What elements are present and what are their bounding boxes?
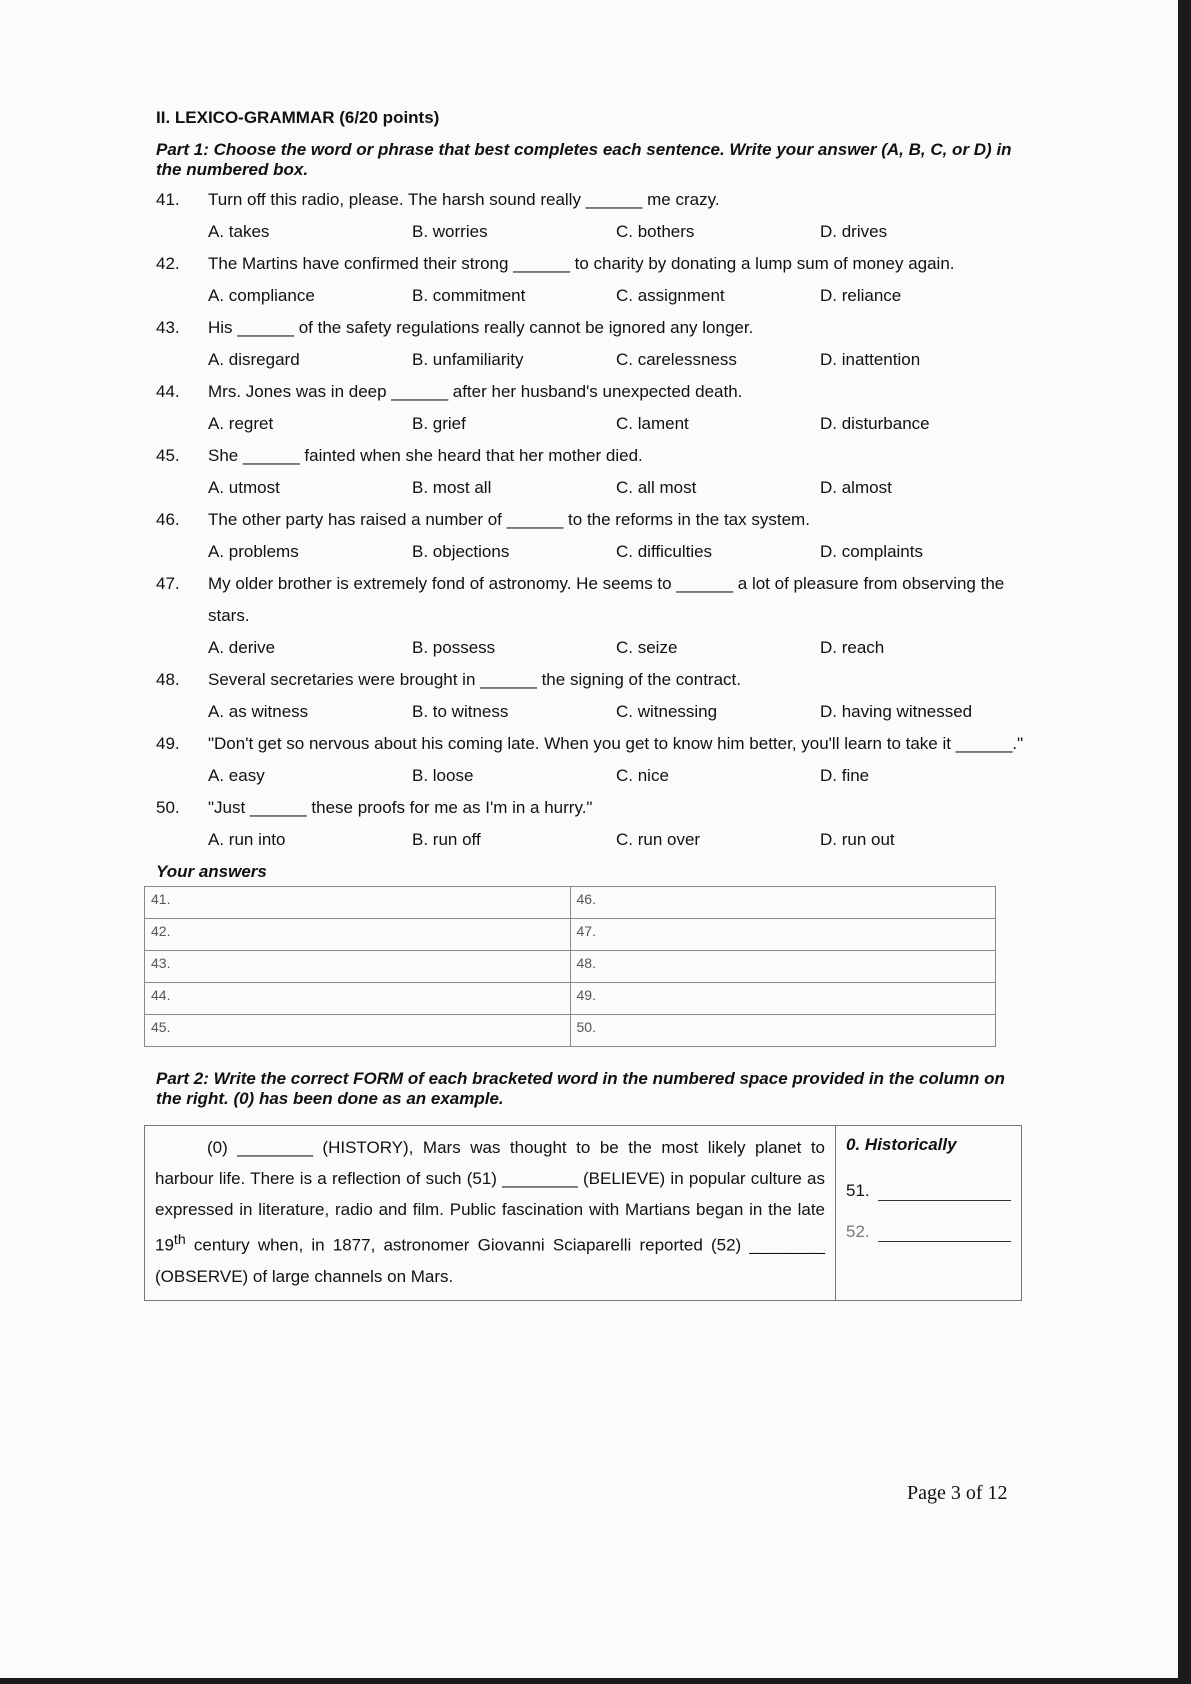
answer-cell[interactable] [145, 919, 571, 951]
your-answers-label: Your answers [156, 862, 267, 881]
answer-option: B. objections [412, 542, 510, 561]
answer-option: B. loose [412, 766, 474, 785]
answer-cell-label: 49. [576, 987, 596, 1003]
page-number: Page 3 of 12 [907, 1482, 1008, 1504]
answer-option: C. witnessing [616, 702, 718, 721]
answer-option: D. reach [820, 638, 885, 657]
question-item [156, 184, 1026, 248]
answer-option: D. run out [820, 830, 895, 849]
answer-cell[interactable] [145, 983, 571, 1015]
answer-option: D. inattention [820, 350, 921, 369]
answer-cell-label: 47. [576, 923, 596, 939]
answer-option: A. utmost [208, 478, 280, 497]
question-text: The Martins have confirmed their strong ______ to charity by donating a lump sum of money again. [208, 254, 955, 273]
answer-option: D. drives [820, 222, 888, 241]
answer-row [145, 951, 996, 983]
answer-cell-label: 45. [151, 1019, 171, 1035]
question-number: 48. [156, 670, 180, 689]
question-text: His ______ of the safety regulations really cannot be ignored any longer. [208, 318, 754, 337]
question-item [156, 568, 1026, 664]
document-content [151, 108, 1026, 1301]
question-text: Several secretaries were brought in ______ the signing of the contract. [208, 670, 741, 689]
question-number: 42. [156, 254, 180, 273]
answer-option: B. commitment [412, 286, 526, 305]
question-text: "Just ______ these proofs for me as I'm in a hurry." [208, 798, 593, 817]
answer-option: B. most all [412, 478, 492, 497]
answer-line-51[interactable]: 51. [846, 1180, 1011, 1201]
answer-option: A. problems [208, 542, 299, 561]
question-text: Turn off this radio, please. The harsh sound really ______ me crazy. [208, 190, 720, 209]
word-form-passage [145, 1126, 836, 1301]
question-text: The other party has raised a number of ______ to the reforms in the tax system. [208, 510, 810, 529]
question-item [156, 504, 1026, 568]
question-number: 44. [156, 382, 180, 401]
part2-instruction: Part 2: Write the correct FORM of each bracketed word in the numbered space provided in the column on the right. (0) has been done as an example. [156, 1069, 1005, 1108]
question-text: Mrs. Jones was in deep ______ after her husband's unexpected death. [208, 382, 743, 401]
answer-option: B. worries [412, 222, 488, 241]
answer-row [145, 983, 996, 1015]
scan-border-right [1178, 0, 1191, 1684]
part1-instruction: Part 1: Choose the word or phrase that best completes each sentence. Write your answer (A, B, C, or D) in the numbered box. [156, 140, 1012, 179]
answer-line-52[interactable]: 52. [846, 1221, 1011, 1242]
question-item [156, 728, 1026, 792]
question-list [156, 184, 1026, 856]
word-form-answer-column [836, 1126, 1022, 1301]
answer-option: D. having witnessed [820, 702, 973, 721]
answer-cell-label: 41. [151, 891, 171, 907]
answer-blank[interactable] [878, 1180, 1011, 1201]
question-number: 46. [156, 510, 180, 529]
passage-text-1: (0) ________ (HISTORY), Mars was thought to be the most likely planet to harbour life. There is a reflection of such (51) ________ (BELIEVE) in popular culture as expressed in literature, radio and film. Public fascination with Martians began in the late 19 [155, 1138, 825, 1255]
answer-option: C. nice [616, 766, 669, 785]
answer-option: B. possess [412, 638, 496, 657]
answer-row [145, 1015, 996, 1047]
answer-cell[interactable] [145, 951, 571, 983]
answer-option: A. as witness [208, 702, 309, 721]
answer-option: C. run over [616, 830, 701, 849]
section-title: II. LEXICO-GRAMMAR (6/20 points) [156, 108, 440, 127]
answer-option: D. disturbance [820, 414, 930, 433]
answer-option: A. takes [208, 222, 270, 241]
question-item [156, 376, 1026, 440]
passage-text-2: century when, in 1877, astronomer Giovanni Sciaparelli reported (52) ________ (OBSERVE) of large channels on Mars. [155, 1235, 825, 1286]
answer-option: A. run into [208, 830, 286, 849]
answer-option: C. assignment [616, 286, 725, 305]
answer-row [145, 887, 996, 919]
question-text: She ______ fainted when she heard that her mother died. [208, 446, 643, 465]
answer-cell-label: 50. [576, 1019, 596, 1035]
answer-cell[interactable] [570, 919, 996, 951]
answer-cell[interactable] [570, 983, 996, 1015]
answer-cell[interactable] [145, 887, 571, 919]
answer-cell-label: 43. [151, 955, 171, 971]
answer-row [145, 919, 996, 951]
answer-table [144, 886, 996, 1047]
answer-option: D. complaints [820, 542, 923, 561]
answer-option: A. disregard [208, 350, 300, 369]
answer-option: D. reliance [820, 286, 902, 305]
answer-option: B. to witness [412, 702, 509, 721]
answer-option: D. almost [820, 478, 892, 497]
answer-option: D. fine [820, 766, 870, 785]
answer-option: A. compliance [208, 286, 315, 305]
question-item [156, 792, 1026, 856]
answer-option: C. all most [616, 478, 697, 497]
question-text: "Don't get so nervous about his coming late. When you get to know him better, you'll learn to take it ______." [208, 734, 1024, 753]
answer-option: C. carelessness [616, 350, 737, 369]
answer-option: B. unfamiliarity [412, 350, 524, 369]
question-number: 49. [156, 734, 180, 753]
answer-cell[interactable] [570, 1015, 996, 1047]
question-number: 43. [156, 318, 180, 337]
answer-option: A. easy [208, 766, 265, 785]
answer-option: A. regret [208, 414, 274, 433]
question-number: 45. [156, 446, 180, 465]
question-item [156, 440, 1026, 504]
question-item [156, 248, 1026, 312]
question-number: 47. [156, 574, 180, 593]
answer-option: C. difficulties [616, 542, 713, 561]
answer-cell[interactable] [145, 1015, 571, 1047]
question-item [156, 312, 1026, 376]
answer-cell[interactable] [570, 951, 996, 983]
answer-cell[interactable] [570, 887, 996, 919]
answer-option: C. seize [616, 638, 678, 657]
scan-border-bottom [0, 1678, 1191, 1684]
answer-cell-label: 46. [576, 891, 596, 907]
answer-blank[interactable] [878, 1221, 1011, 1242]
answer-cell-label: 48. [576, 955, 596, 971]
question-item [156, 664, 1026, 728]
answer-cell-label: 44. [151, 987, 171, 1003]
question-number: 50. [156, 798, 180, 817]
answer-option: B. grief [412, 414, 466, 433]
answer-option: C. bothers [616, 222, 695, 241]
answer-cell-label: 42. [151, 923, 171, 939]
question-number: 41. [156, 190, 180, 209]
answer-option: B. run off [412, 830, 481, 849]
answer-option: A. derive [208, 638, 276, 657]
example-answer: 0. Historically [846, 1135, 957, 1154]
answer-option: C. lament [616, 414, 689, 433]
passage-superscript: th [173, 1232, 186, 1248]
question-text: My older brother is extremely fond of astronomy. He seems to ______ a lot of pleasure from observing the stars. [208, 574, 1005, 625]
word-form-table [144, 1125, 1022, 1301]
